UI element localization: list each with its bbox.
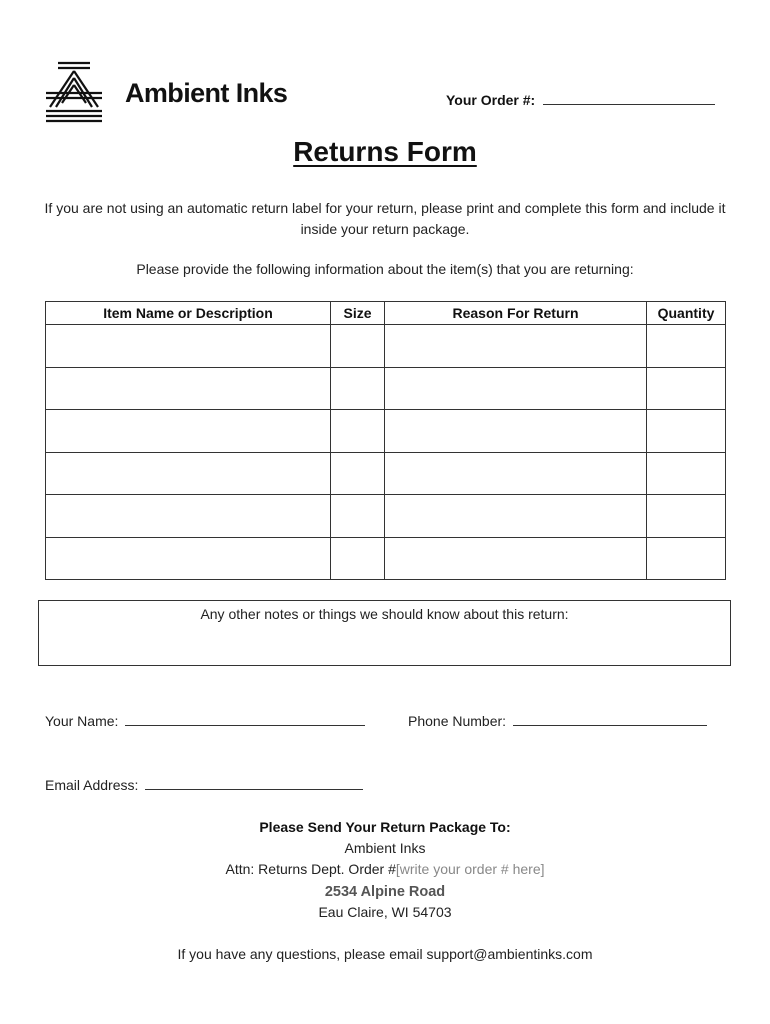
phone-blank[interactable] xyxy=(513,712,707,726)
table-row xyxy=(46,325,726,368)
table-header-row xyxy=(46,302,726,325)
column-header-quantity: Quantity xyxy=(647,302,726,325)
reason-cell[interactable] xyxy=(385,452,647,495)
table-row xyxy=(46,410,726,453)
notes-label: Any other notes or things we should know about this return: xyxy=(200,606,569,622)
brand-name: Ambient Inks xyxy=(125,78,288,108)
column-header-reason: Reason For Return xyxy=(385,302,647,325)
size-cell[interactable] xyxy=(331,325,385,368)
item-cell[interactable] xyxy=(46,367,331,410)
notes-box[interactable] xyxy=(38,600,731,666)
name-label: Your Name: xyxy=(45,713,119,729)
table-row xyxy=(46,495,726,538)
quantity-cell[interactable] xyxy=(647,325,726,368)
reason-cell[interactable] xyxy=(385,325,647,368)
name-blank[interactable] xyxy=(125,712,365,726)
quantity-cell[interactable] xyxy=(647,410,726,453)
reason-cell[interactable] xyxy=(385,495,647,538)
size-cell[interactable] xyxy=(331,410,385,453)
send-to-company: Ambient Inks xyxy=(344,840,426,856)
order-placeholder: [write your order # here] xyxy=(395,861,545,877)
provide-instructions: Please provide the following information about the item(s) that you are returning: xyxy=(136,261,634,277)
attn-prefix: Attn: Returns Dept. Order # xyxy=(225,861,396,877)
order-number-blank[interactable] xyxy=(543,91,715,105)
reason-cell[interactable] xyxy=(385,410,647,453)
size-cell[interactable] xyxy=(331,537,385,580)
phone-field[interactable] xyxy=(408,712,707,729)
send-to-street: 2534 Alpine Road xyxy=(324,884,446,900)
email-label: Email Address: xyxy=(45,777,139,793)
size-cell[interactable] xyxy=(331,495,385,538)
intro-text: If you are not using an automatic return label for your return, please print and complete this form and include it inside your return package. xyxy=(44,200,726,237)
table-row xyxy=(46,452,726,495)
questions-text: If you have any questions, please email support@ambientinks.com xyxy=(177,946,593,962)
size-cell[interactable] xyxy=(331,367,385,410)
return-items-table xyxy=(45,301,726,580)
item-cell[interactable] xyxy=(46,452,331,495)
quantity-cell[interactable] xyxy=(647,495,726,538)
size-cell[interactable] xyxy=(331,452,385,495)
table-row xyxy=(46,537,726,580)
column-header-size: Size xyxy=(331,302,385,325)
page-title: Returns Form xyxy=(293,136,477,167)
phone-label: Phone Number: xyxy=(408,713,507,729)
table-row xyxy=(46,367,726,410)
quantity-cell[interactable] xyxy=(647,537,726,580)
send-to-attn xyxy=(0,861,770,877)
send-to-city: Eau Claire, WI 54703 xyxy=(318,904,452,920)
order-number-field[interactable] xyxy=(446,91,715,108)
ambient-inks-logo-icon xyxy=(44,59,104,125)
order-number-label: Your Order #: xyxy=(446,92,536,108)
reason-cell[interactable] xyxy=(385,367,647,410)
quantity-cell[interactable] xyxy=(647,452,726,495)
item-cell[interactable] xyxy=(46,537,331,580)
reason-cell[interactable] xyxy=(385,537,647,580)
column-header-item: Item Name or Description xyxy=(46,302,331,325)
item-cell[interactable] xyxy=(46,410,331,453)
item-cell[interactable] xyxy=(46,495,331,538)
quantity-cell[interactable] xyxy=(647,367,726,410)
email-blank[interactable] xyxy=(145,776,363,790)
item-cell[interactable] xyxy=(46,325,331,368)
send-to-heading: Please Send Your Return Package To: xyxy=(259,819,511,835)
name-field[interactable] xyxy=(45,712,365,729)
email-field[interactable] xyxy=(45,776,363,793)
